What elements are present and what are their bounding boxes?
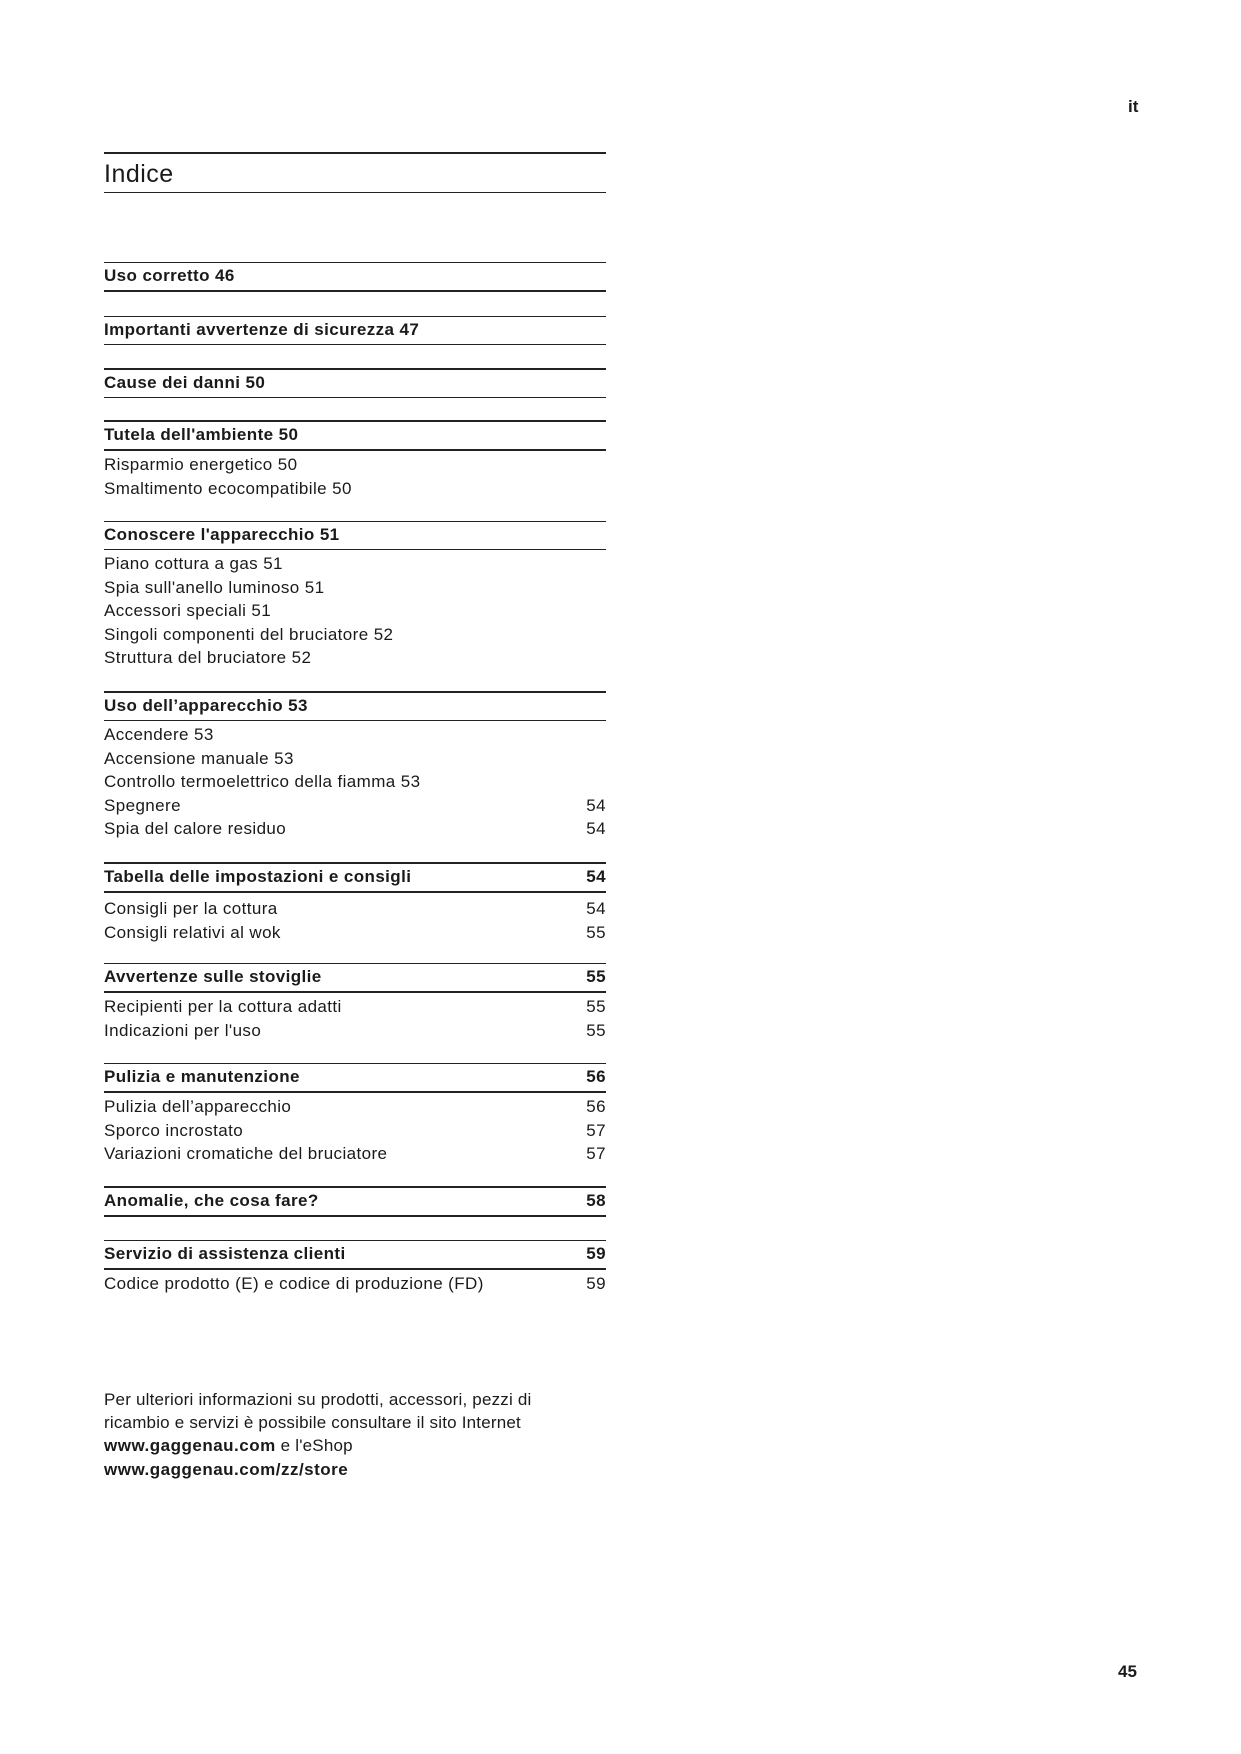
toc-item-page: 59: [586, 1274, 606, 1293]
toc-item-page: 57: [586, 1144, 606, 1164]
toc-section-heading[interactable]: [104, 262, 606, 292]
toc-item-label: Singoli componenti del bruciatore 52: [104, 624, 394, 644]
toc-section-assistenza: [104, 1240, 606, 1296]
info-note-line: [104, 1458, 624, 1481]
toc-item-page: 55: [586, 922, 606, 942]
toc-section-heading[interactable]: [104, 691, 606, 721]
info-note-line: Per ulteriori informazioni su prodotti, accessori, pezzi di: [104, 1390, 532, 1409]
toc-item-label: Piano cottura a gas 51: [104, 554, 283, 573]
toc-item[interactable]: [104, 794, 606, 818]
toc-section-heading[interactable]: [104, 862, 606, 893]
info-note-line: ricambio e servizi è possibile consultare il sito Internet: [104, 1413, 521, 1433]
title-bar: [104, 152, 606, 193]
toc-section-title: Pulizia e manutenzione: [104, 1067, 300, 1086]
toc-item-label: Accensione manuale 53: [104, 748, 294, 768]
toc-item-label: Variazioni cromatiche del bruciatore: [104, 1144, 388, 1164]
toc-item[interactable]: [104, 552, 606, 576]
toc-item-label: Consigli relativi al wok: [104, 922, 281, 942]
toc-item[interactable]: [104, 723, 606, 747]
toc-section-title: Uso dell’apparecchio 53: [104, 696, 308, 715]
toc-item-label: Risparmio energetico 50: [104, 455, 298, 474]
toc-item-page: 54: [586, 899, 606, 918]
toc-item-page: 54: [586, 795, 606, 815]
toc-section-heading[interactable]: [104, 963, 606, 993]
toc-section-page: 54: [586, 867, 606, 886]
page-title: Indice: [104, 160, 174, 188]
toc-section-heading[interactable]: [104, 316, 606, 345]
toc-item[interactable]: [104, 817, 606, 841]
toc-section-title: Conoscere l'apparecchio 51: [104, 525, 340, 544]
toc-section-page: 56: [586, 1067, 606, 1086]
page-number: 45: [1118, 1662, 1137, 1681]
toc-item[interactable]: [104, 1019, 606, 1043]
toc-section-page: 55: [586, 967, 606, 986]
toc-section-heading[interactable]: [104, 521, 606, 550]
toc-section-title: Tabella delle impostazioni e consigli: [104, 867, 412, 886]
toc-item-label: Sporco incrostato: [104, 1120, 244, 1140]
toc-item[interactable]: [104, 747, 606, 771]
toc-item-page: 55: [586, 997, 606, 1016]
toc-section-title: Importanti avvertenze di sicurezza 47: [104, 320, 420, 339]
toc-item[interactable]: [104, 477, 606, 501]
toc-item-label: Codice prodotto (E) e codice di produzione (FD): [104, 1274, 484, 1293]
toc-section-cause-danni: [104, 368, 606, 398]
toc-item[interactable]: [104, 576, 606, 600]
toc-section-uso-apparecchio: [104, 691, 606, 841]
toc-item[interactable]: [104, 453, 606, 477]
info-note: [104, 1388, 624, 1481]
toc-section-conoscere: [104, 521, 606, 670]
website-link[interactable]: www.gaggenau.com: [104, 1436, 276, 1456]
toc-section-heading[interactable]: [104, 368, 606, 398]
toc-item-label: Accessori speciali 51: [104, 601, 272, 621]
toc-item-label: Spia sull'anello luminoso 51: [104, 577, 325, 597]
toc-section-title: Avvertenze sulle stoviglie: [104, 967, 322, 986]
toc-item[interactable]: [104, 646, 606, 670]
info-note-line: [104, 1434, 624, 1457]
toc-item[interactable]: [104, 599, 606, 623]
toc-item[interactable]: [104, 770, 606, 794]
toc-section-page: 59: [586, 1244, 606, 1263]
toc-item-label: Consigli per la cottura: [104, 899, 278, 918]
toc-section-pulizia: [104, 1063, 606, 1166]
toc-item-label: Recipienti per la cottura adatti: [104, 997, 342, 1016]
toc-section-title: Tutela dell'ambiente 50: [104, 425, 299, 444]
toc-item[interactable]: [104, 921, 606, 945]
eshop-link[interactable]: www.gaggenau.com/zz/store: [104, 1459, 349, 1479]
link-suffix: e l'eShop: [275, 1436, 353, 1456]
toc-section-page: 58: [586, 1191, 606, 1210]
toc-section-sicurezza: [104, 316, 606, 345]
toc-section-heading[interactable]: [104, 1063, 606, 1093]
toc-item-label: Controllo termoelettrico della fiamma 53: [104, 772, 421, 792]
language-code: it: [1128, 97, 1139, 116]
toc-item[interactable]: [104, 623, 606, 647]
toc-section-stoviglie: [104, 963, 606, 1042]
toc-item-page: 57: [586, 1120, 606, 1140]
toc-section-uso-corretto: [104, 262, 606, 292]
toc-section-title: Anomalie, che cosa fare?: [104, 1191, 319, 1210]
toc-item[interactable]: [104, 1142, 606, 1166]
toc-item-label: Accendere 53: [104, 725, 214, 744]
toc-item-page: 56: [586, 1097, 606, 1116]
toc-section-tabella: [104, 862, 606, 944]
toc-item[interactable]: [104, 1119, 606, 1143]
toc-section-heading[interactable]: [104, 1186, 606, 1217]
toc-section-title: Uso corretto 46: [104, 266, 235, 285]
toc-section-heading[interactable]: [104, 420, 606, 451]
toc-item[interactable]: [104, 1272, 606, 1296]
toc-item-page: 54: [586, 819, 606, 839]
toc-item-label: Struttura del bruciatore 52: [104, 648, 312, 668]
toc-item-label: Pulizia dell’apparecchio: [104, 1097, 292, 1116]
toc-item[interactable]: [104, 897, 606, 921]
toc-section-heading[interactable]: [104, 1240, 606, 1270]
toc-section-ambiente: [104, 420, 606, 500]
toc-item-label: Spegnere: [104, 795, 181, 815]
toc-item-label: Indicazioni per l'uso: [104, 1020, 262, 1040]
toc-section-title: Cause dei danni 50: [104, 373, 266, 392]
toc-item-label: Smaltimento ecocompatibile 50: [104, 478, 352, 498]
toc-item[interactable]: [104, 1095, 606, 1119]
toc-item-label: Spia del calore residuo: [104, 819, 287, 839]
toc-section-title: Servizio di assistenza clienti: [104, 1244, 346, 1263]
toc-item[interactable]: [104, 995, 606, 1019]
toc-section-anomalie: [104, 1186, 606, 1217]
toc-item-page: 55: [586, 1020, 606, 1040]
